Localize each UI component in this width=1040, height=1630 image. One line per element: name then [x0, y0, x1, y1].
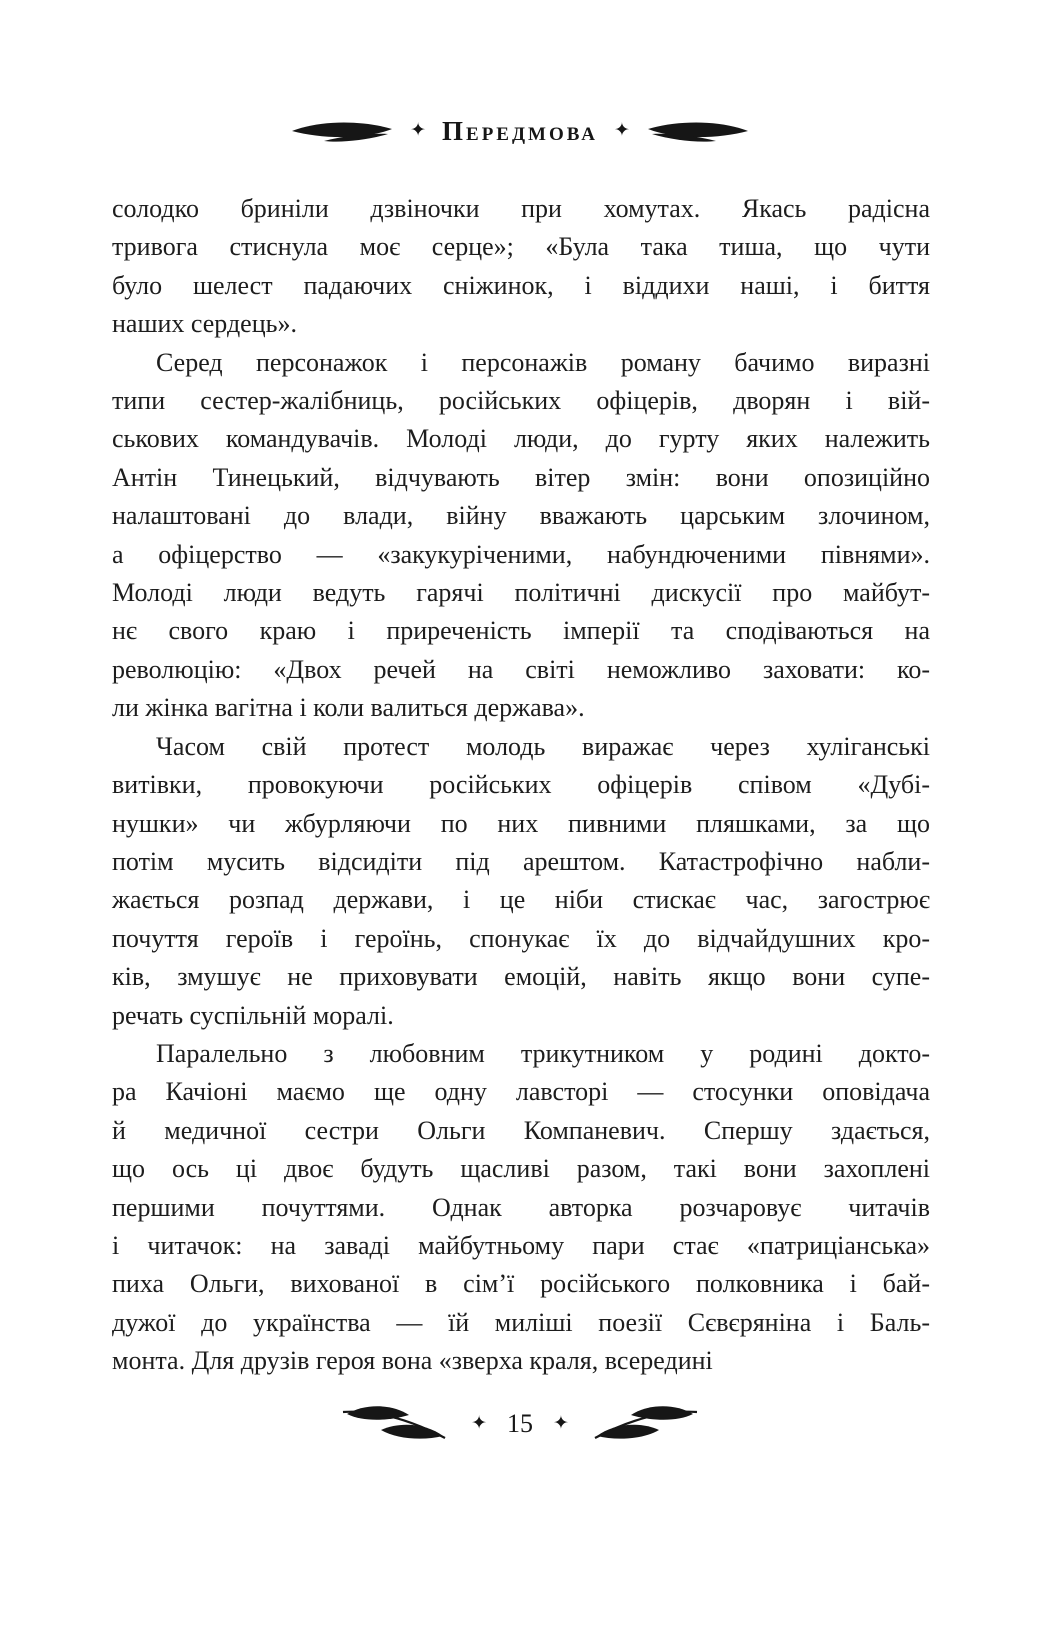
- paragraph: [112, 1035, 930, 1381]
- leaf-ornament-right: [646, 119, 750, 145]
- text-line: ків, змушує не приховувати емоцій, навіть якщо вони супе-: [112, 962, 930, 992]
- text-line: налаштовані до влади, війну вважають царським злочином,: [112, 501, 930, 531]
- text-line: потім мусить відсидіти під арештом. Катастрофічно набли-: [112, 846, 930, 876]
- text-line: було шелест падаючих сніжинок, і віддихи наші, і биття: [112, 270, 930, 300]
- text-line: Паралельно з любовним трикутником у родині докто-: [156, 1038, 930, 1068]
- chapter-header: [0, 116, 1040, 147]
- text-line: і читачок: на заваді майбутньому пари стає «патриціанська»: [112, 1230, 930, 1260]
- text-line: Часом свій протест молодь виражає через хуліганські: [156, 731, 930, 761]
- page-number: 15: [507, 1409, 533, 1438]
- text-line: й медичної сестри Ольги Компаневич. Спершу здається,: [112, 1115, 930, 1145]
- paragraph: [112, 728, 930, 1035]
- text-line: монта. Для друзів героя вона «зверха краля, всередині: [112, 1346, 713, 1376]
- text-line: наших сердець».: [112, 309, 297, 339]
- text-line: ли жінка вагітна і коли валиться держава».: [112, 693, 585, 723]
- chapter-title: Передмова: [442, 116, 598, 146]
- text-line: Серед персонажок і персонажів роману бачимо виразні: [156, 347, 930, 377]
- text-line: пиха Ольги, вихованої в сім’ї російського полковника і бай-: [112, 1269, 930, 1299]
- text-line: що ось ці двоє будуть щасливі разом, такі вони захоплені: [112, 1154, 930, 1184]
- paragraph: [112, 344, 930, 728]
- text-line: першими почуттями. Однак авторка розчаровує читачів: [112, 1192, 930, 1222]
- text-line: речать суспільній моралі.: [112, 1000, 394, 1030]
- text-line: ськових командувачів. Молоді люди, до гурту яких належить: [112, 424, 930, 454]
- text-line: Антін Тинецький, відчувають вітер змін: вони опозиційно: [112, 462, 930, 492]
- text-line: нє свого краю і приреченість імперії та сподіваються на: [112, 616, 930, 646]
- text-line: жається розпад держави, і це ніби стискає час, загострює: [112, 885, 930, 915]
- text-line: а офіцерство — «закукуріченими, набундюченими півнями».: [112, 539, 930, 569]
- page-footer: [0, 1402, 1040, 1446]
- diamond-star-icon: ✦: [553, 1412, 569, 1434]
- text-line: революцію: «Двох речей на світі неможливо заховати: ко-: [112, 654, 930, 684]
- page-body: [112, 190, 930, 1381]
- text-line: Молоді люди ведуть гарячі політичні дискусії про майбут-: [112, 578, 930, 608]
- text-line: витівки, провокуючи російських офіцерів співом «Дубі-: [112, 770, 930, 800]
- leaf-branch-ornament-left: [339, 1402, 451, 1446]
- paragraph: [112, 190, 930, 344]
- text-line: солодко бриніли дзвіночки при хомутах. Якась радісна: [112, 194, 930, 223]
- leaf-branch-ornament-right: [589, 1402, 701, 1446]
- text-line: нушки» чи жбурляючи по них пивними пляшками, за що: [112, 808, 930, 838]
- text-line: почуття героїв і героїнь, спонукає їх до відчайдушних кро-: [112, 923, 930, 953]
- text-line: ра Качіоні маємо ще одну лавсторі — стосунки оповідача: [112, 1077, 930, 1107]
- text-line: дужої до українства — їй миліші поезії Сєвєряніна і Баль-: [112, 1307, 930, 1337]
- text-line: типи сестер-жалібниць, російських офіцерів, дворян і вій-: [112, 386, 930, 416]
- diamond-star-icon: ✦: [471, 1412, 487, 1434]
- text-line: тривога стиснула моє серце»; «Була така тиша, що чути: [112, 232, 930, 262]
- leaf-ornament-left: [290, 119, 394, 145]
- diamond-star-icon: ✦: [410, 120, 427, 141]
- diamond-star-icon: ✦: [613, 120, 630, 141]
